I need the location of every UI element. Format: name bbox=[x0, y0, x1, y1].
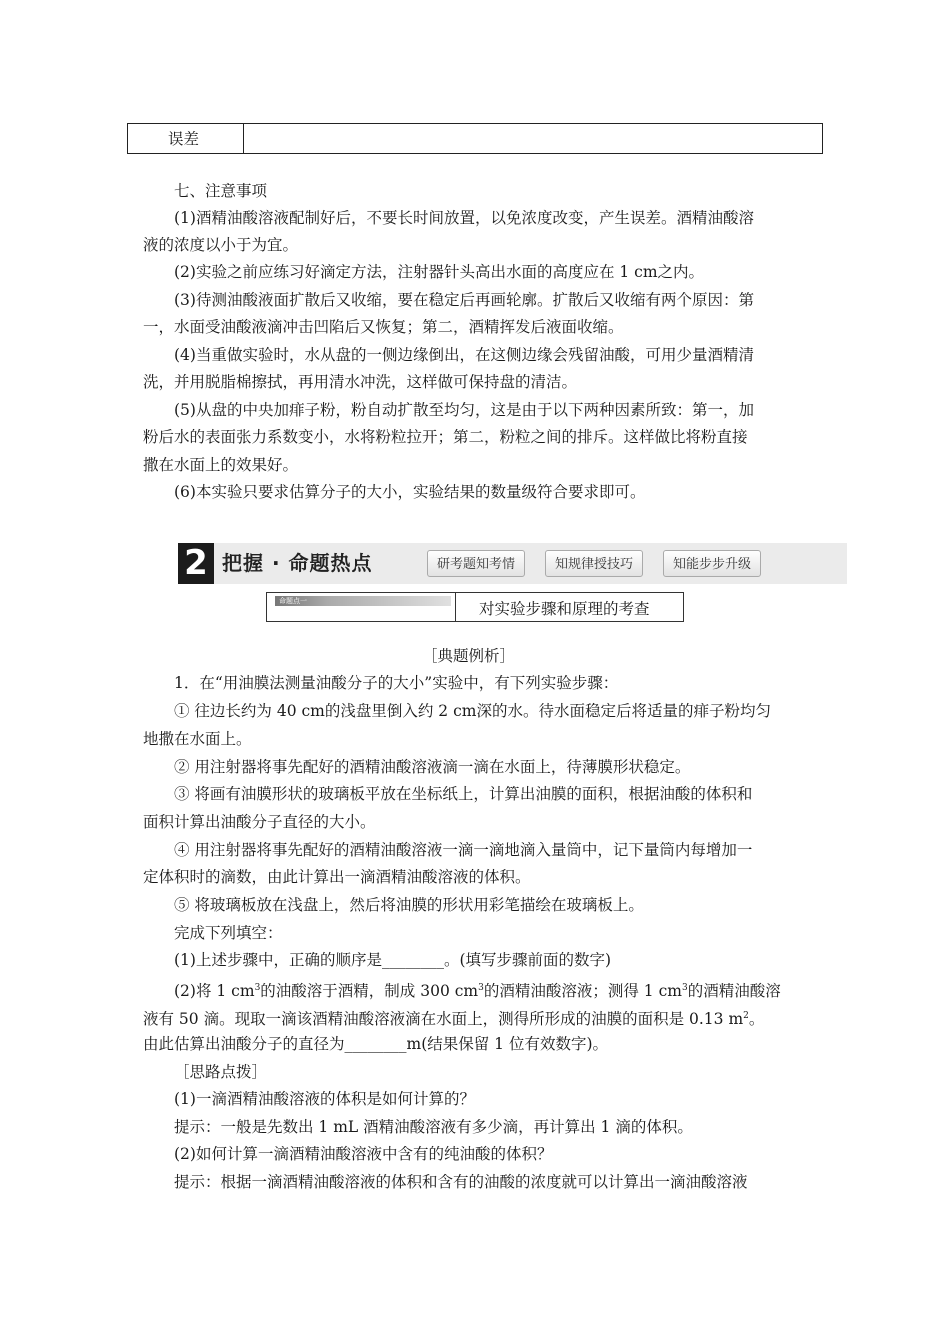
section7-line: 粉后水的表面张力系数变小，水将粉粒拉开；第二，粉粒之间的排斥。这样做比将粉直接 bbox=[143, 428, 748, 446]
section7-line: (1)酒精油酸溶液配制好后，不要长时间放置，以免浓度改变，产生误差。酒精油酸溶 bbox=[174, 209, 754, 227]
section7-line: 一，水面受油酸液滴冲击凹陷后又恢复；第二，酒精挥发后液面收缩。 bbox=[143, 318, 624, 336]
section-banner bbox=[178, 543, 847, 584]
banner-button-skills: 知规律授技巧 bbox=[545, 550, 643, 577]
example-line: 面积计算出油酸分子直径的大小。 bbox=[143, 813, 376, 831]
banner-title: 把握 · 命题热点 bbox=[222, 551, 373, 575]
section7-line: (2)实验之前应练习好滴定方法，注射器针头高出水面的高度应在 1 cm之内。 bbox=[174, 263, 705, 281]
example-line: ③ 将画有油膜形状的玻璃板平放在坐标纸上，计算出油膜的面积，根据油酸的体积和 bbox=[174, 785, 753, 803]
q2-line2-end: 。 bbox=[748, 1010, 765, 1028]
hints-heading: ［思路点拨］ bbox=[174, 1063, 268, 1081]
topic-divider bbox=[455, 593, 456, 621]
banner-number: 2 bbox=[178, 543, 214, 584]
example-line: (1)上述步骤中，正确的顺序是________。(填写步骤前面的数字) bbox=[174, 951, 612, 969]
q2-text-c: 的酒精油酸溶液；测得 1 cm bbox=[483, 982, 682, 1000]
topic-tag: 命题点一 bbox=[275, 596, 451, 606]
q2-text-d: 的酒精油酸溶 bbox=[687, 982, 781, 1000]
example-heading: ［典题例析］ bbox=[422, 647, 516, 665]
section7-line: (3)待测油酸液面扩散后又收缩，要在稳定后再画轮廓。扩散后又收缩有两个原因：第 bbox=[174, 291, 754, 309]
hint-line: (1)一滴酒精油酸溶液的体积是如何计算的？ bbox=[174, 1090, 475, 1108]
section7-line: 撒在水面上的效果好。 bbox=[143, 456, 299, 474]
q2-text-a: (2)将 1 cm bbox=[174, 982, 255, 1000]
example-line: ⑤ 将玻璃板放在浅盘上，然后将油膜的形状用彩笔描绘在玻璃板上。 bbox=[174, 896, 644, 914]
hint-line: 提示：根据一滴酒精油酸溶液的体积和含有的油酸的浓度就可以计算出一滴油酸溶液 bbox=[174, 1173, 748, 1191]
q2-text-b: 的油酸溶于酒精，制成 300 cm bbox=[260, 982, 479, 1000]
example-line: 地撒在水面上。 bbox=[143, 730, 252, 748]
q2-line2-text: 液有 50 滴。现取一滴该酒精油酸溶液滴在水面上，测得所形成的油膜的面积是 0.13 m bbox=[143, 1010, 744, 1028]
q2-superscript: 3 bbox=[478, 983, 484, 993]
topic-title: 对实验步骤和原理的考查 bbox=[479, 600, 650, 618]
example-line: ① 往边长约为 40 cm的浅盘里倒入约 2 cm深的水。待水面稳定后将适量的痱子粉均匀 bbox=[174, 702, 771, 720]
section7-line: (4)当重做实验时，水从盘的一侧边缘倒出，在这侧边缘会残留油酸，可用少量酒精清 bbox=[174, 346, 754, 364]
example-line: ④ 用注射器将事先配好的酒精油酸溶液一滴一滴地滴入量筒中，记下量筒内每增加一 bbox=[174, 841, 753, 859]
example-line: 定体积时的滴数，由此计算出一滴酒精油酸溶液的体积。 bbox=[143, 868, 531, 886]
section7-line: (5)从盘的中央加痱子粉，粉自动扩散至均匀，这是由于以下两种因素所致：第一，加 bbox=[174, 401, 754, 419]
table-divider bbox=[243, 124, 244, 153]
error-table bbox=[127, 123, 823, 154]
section7-line: 洗，并用脱脂棉擦拭，再用清水冲洗，这样做可保持盘的清洁。 bbox=[143, 373, 578, 391]
hint-line: (2)如何计算一滴酒精油酸溶液中含有的纯油酸的体积？ bbox=[174, 1145, 553, 1163]
banner-button-level: 知能步步升级 bbox=[663, 550, 761, 577]
q2-superscript-2: 2 bbox=[743, 1011, 749, 1021]
topic-box bbox=[266, 592, 684, 622]
q2-superscript: 3 bbox=[681, 983, 688, 993]
example-q2-line3: 由此估算出油酸分子的直径为________m(结果保留 1 位有效数字)。 bbox=[143, 1035, 609, 1053]
example-line: ② 用注射器将事先配好的酒精油酸溶液滴一滴在水面上，待薄膜形状稳定。 bbox=[174, 758, 691, 776]
section7-line: (6)本实验只要求估算分子的大小，实验结果的数量级符合要求即可。 bbox=[174, 483, 646, 501]
error-table-label: 误差 bbox=[168, 130, 200, 148]
section7-heading: 七、注意事项 bbox=[174, 182, 268, 200]
example-line: 完成下列填空： bbox=[174, 924, 283, 942]
section7-line: 液的浓度以小于为宜。 bbox=[143, 236, 299, 254]
example-q2-line2 bbox=[143, 1006, 764, 1029]
q2-superscript: 3 bbox=[254, 983, 261, 993]
hint-line: 提示：一般是先数出 1 mL 酒精油酸溶液有多少滴，再计算出 1 滴的体积。 bbox=[174, 1118, 693, 1136]
example-line: 1．在“用油膜法测量油酸分子的大小”实验中，有下列实验步骤： bbox=[174, 674, 619, 692]
banner-button-exam: 研考题知考情 bbox=[427, 550, 525, 577]
example-q2-line1 bbox=[174, 978, 781, 1001]
